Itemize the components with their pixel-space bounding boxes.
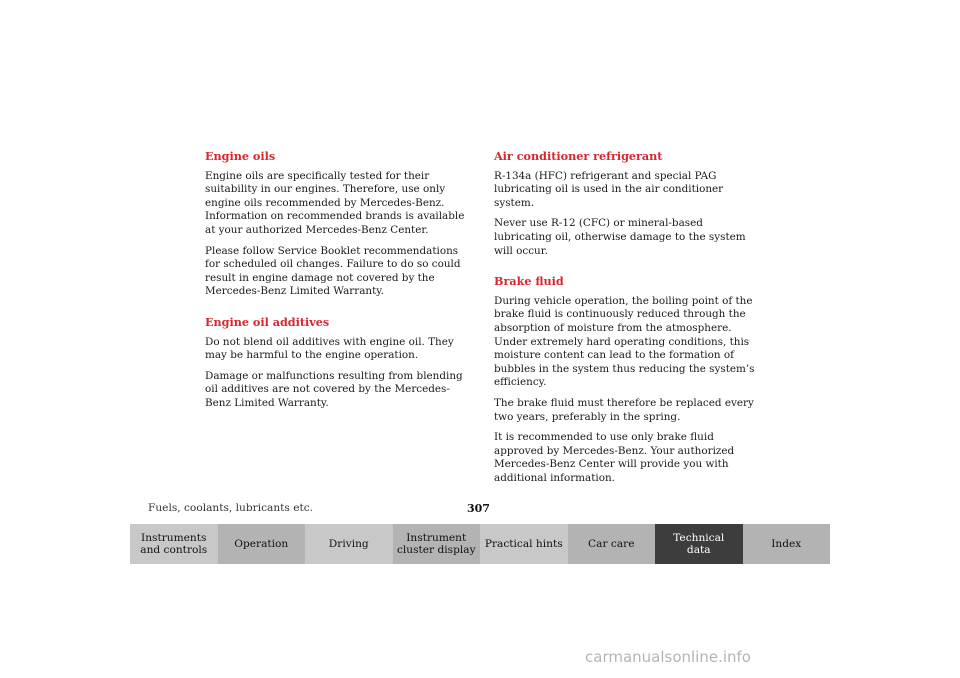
tab-technical-data[interactable] <box>655 524 743 564</box>
tab-index[interactable] <box>743 524 831 564</box>
page-number: 307 <box>467 502 490 515</box>
tab-label: Instrument cluster display <box>396 531 476 556</box>
watermark: carmanualsonline.info <box>585 648 751 666</box>
brake-fluid-paragraph-2: The brake fluid must therefore be replaced every two years, preferably in the spring. <box>494 396 754 423</box>
tab-label: Technical data <box>673 531 725 556</box>
left-column <box>205 150 467 418</box>
tab-practical-hints[interactable] <box>480 524 568 564</box>
engine-oil-additives-heading: Engine oil additives <box>205 314 330 329</box>
tab-label: Driving <box>328 537 369 550</box>
tab-label: Car care <box>588 537 635 550</box>
refrigerant-paragraph-2: Never use R-12 (CFC) or mineral-based lubricating oil, otherwise damage to the system will occur. <box>494 217 746 257</box>
brake-fluid-paragraph-3: It is recommended to use only brake fluid approved by Mercedes-Benz. Your authorized Mercedes-Benz Center will provide you with additional information. <box>494 431 735 484</box>
brake-fluid-heading: Brake fluid <box>494 274 564 289</box>
chapter-navigation-bar <box>130 524 830 564</box>
tab-car-care[interactable] <box>568 524 656 564</box>
tab-instruments-and-controls[interactable] <box>130 524 218 564</box>
tab-instrument-cluster-display[interactable] <box>393 524 481 564</box>
engine-oils-paragraph-1: Engine oils are specifically tested for their suitability in our engines. Therefore, use only engine oils recommended by Mercedes-Benz. Information on recommended brands is available at your authorized Mercedes-Benz Center. <box>205 169 465 236</box>
right-column <box>494 150 756 492</box>
tab-label: Instruments and controls <box>140 531 208 556</box>
section-title: Fuels, coolants, lubricants etc. <box>148 502 314 514</box>
tab-label: Index <box>771 537 802 550</box>
tab-label: Practical hints <box>484 537 563 550</box>
tab-label: Operation <box>234 537 289 550</box>
air-conditioner-refrigerant-heading: Air conditioner refrigerant <box>494 149 663 163</box>
tab-operation[interactable] <box>218 524 306 564</box>
brake-fluid-paragraph-1: During vehicle operation, the boiling point of the brake fluid is continuously reduced through the absorption of moisture from the atmosphere. Under extremely hard operating conditions, this moisture content can lead to the formation of bubbles in the system thus reducing the system’s efficiency. <box>494 294 755 389</box>
refrigerant-paragraph-1: R-134a (HFC) refrigerant and special PAG lubricating oil is used in the air conditioner system. <box>494 169 724 209</box>
additives-paragraph-2: Damage or malfunctions resulting from blending oil additives are not covered by the Mercedes-Benz Limited Warranty. <box>205 369 463 409</box>
additives-paragraph-1: Do not blend oil additives with engine oil. They may be harmful to the engine operation. <box>205 335 454 362</box>
engine-oils-paragraph-2: Please follow Service Booklet recommendations for scheduled oil changes. Failure to do so could result in engine damage not covered by the Mercedes-Benz Limited Warranty. <box>205 244 461 298</box>
tab-driving[interactable] <box>305 524 393 564</box>
engine-oils-heading: Engine oils <box>205 149 276 163</box>
